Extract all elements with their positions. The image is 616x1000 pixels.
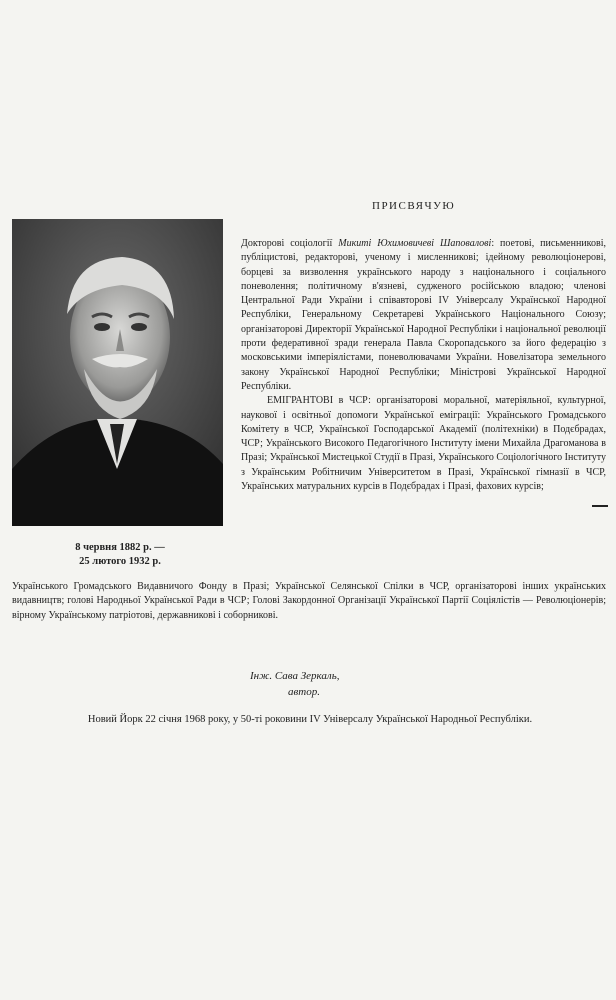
dedication-paragraph-1 bbox=[241, 237, 606, 394]
author-name: Інж. Сава Зеркаль, bbox=[250, 670, 340, 682]
dedication-paragraph-2-top: ЕМІГРАНТОВІ в ЧСР: організаторові моральної, матеріяльної, культурної, наукової і освітньої допомоги Української еміграції: Українського Громадського Комітету в ЧСР, Української Господарської Академії (політехніки) в Подєбрадах, ЧСР; Українського Високого Педагогічного Інституту імени Михайла Драгоманова в Празі; Української Мистецької Студії в Празі, Українського Соціологічного Інституту з Українським Робітничим Університетом в Празі, Української гімназії в ЧСР, Українських матуральних курсів в Подєбрадах і Празі, фахових курсів; bbox=[241, 395, 606, 493]
page-title: ПРИСВЯЧУЮ bbox=[372, 200, 456, 212]
honoree-name: Микиті Юхимовичеві Шаповалові bbox=[338, 238, 492, 249]
portrait-photo bbox=[12, 219, 223, 526]
photo-caption bbox=[40, 541, 200, 569]
signature bbox=[250, 668, 370, 700]
place-date-footer: Новий Йорк 22 січня 1968 року, у 50-ті роковини IV Універсалу Української Народньої Республіки. bbox=[87, 714, 533, 725]
dedication-text bbox=[241, 237, 606, 494]
dedication-paragraph-1-rest: : поетові, письменникові, публіцистові, редакторові, ученому і мисленникові; ідейному революціонерові, борцеві за визволення українського народу з національного і соціального поневолення; політичному в'язневі, судженого російською владою; членові Центральної Ради України і співавторові IV Універсалу Української Народної Республіки, Генеральному Секретареві Українського Національного Союзу; організаторові Директорії Української Народної Республіки і національної революції проти федеративної зради генерала Павла Скоропадського за його федерацію з московськими імперіялістами, поневолювачами України. Новелізатора земельного закону Української Народної Республіки; Міністрові Української Народної Республіки. bbox=[241, 238, 607, 392]
dedication-intro: Докторові соціології bbox=[241, 238, 333, 249]
author-role: автор. bbox=[288, 686, 320, 698]
margin-mark bbox=[592, 505, 608, 507]
dedication-paragraph-2-bottom: Українського Громадського Видавничого Фонду в Празі; Української Селянської Спілки в ЧСР, організаторові інших українських видавництв; голові Народньої Української Ради в ЧСР; Голові Закордонної Організації Української Партії Соціялістів — Революціонерів; вірному Українському патріотові, державникові і соборникові. bbox=[12, 581, 606, 621]
death-date: 25 лютого 1932 р. bbox=[79, 556, 161, 567]
birth-date: 8 червня 1882 р. — bbox=[75, 542, 165, 553]
